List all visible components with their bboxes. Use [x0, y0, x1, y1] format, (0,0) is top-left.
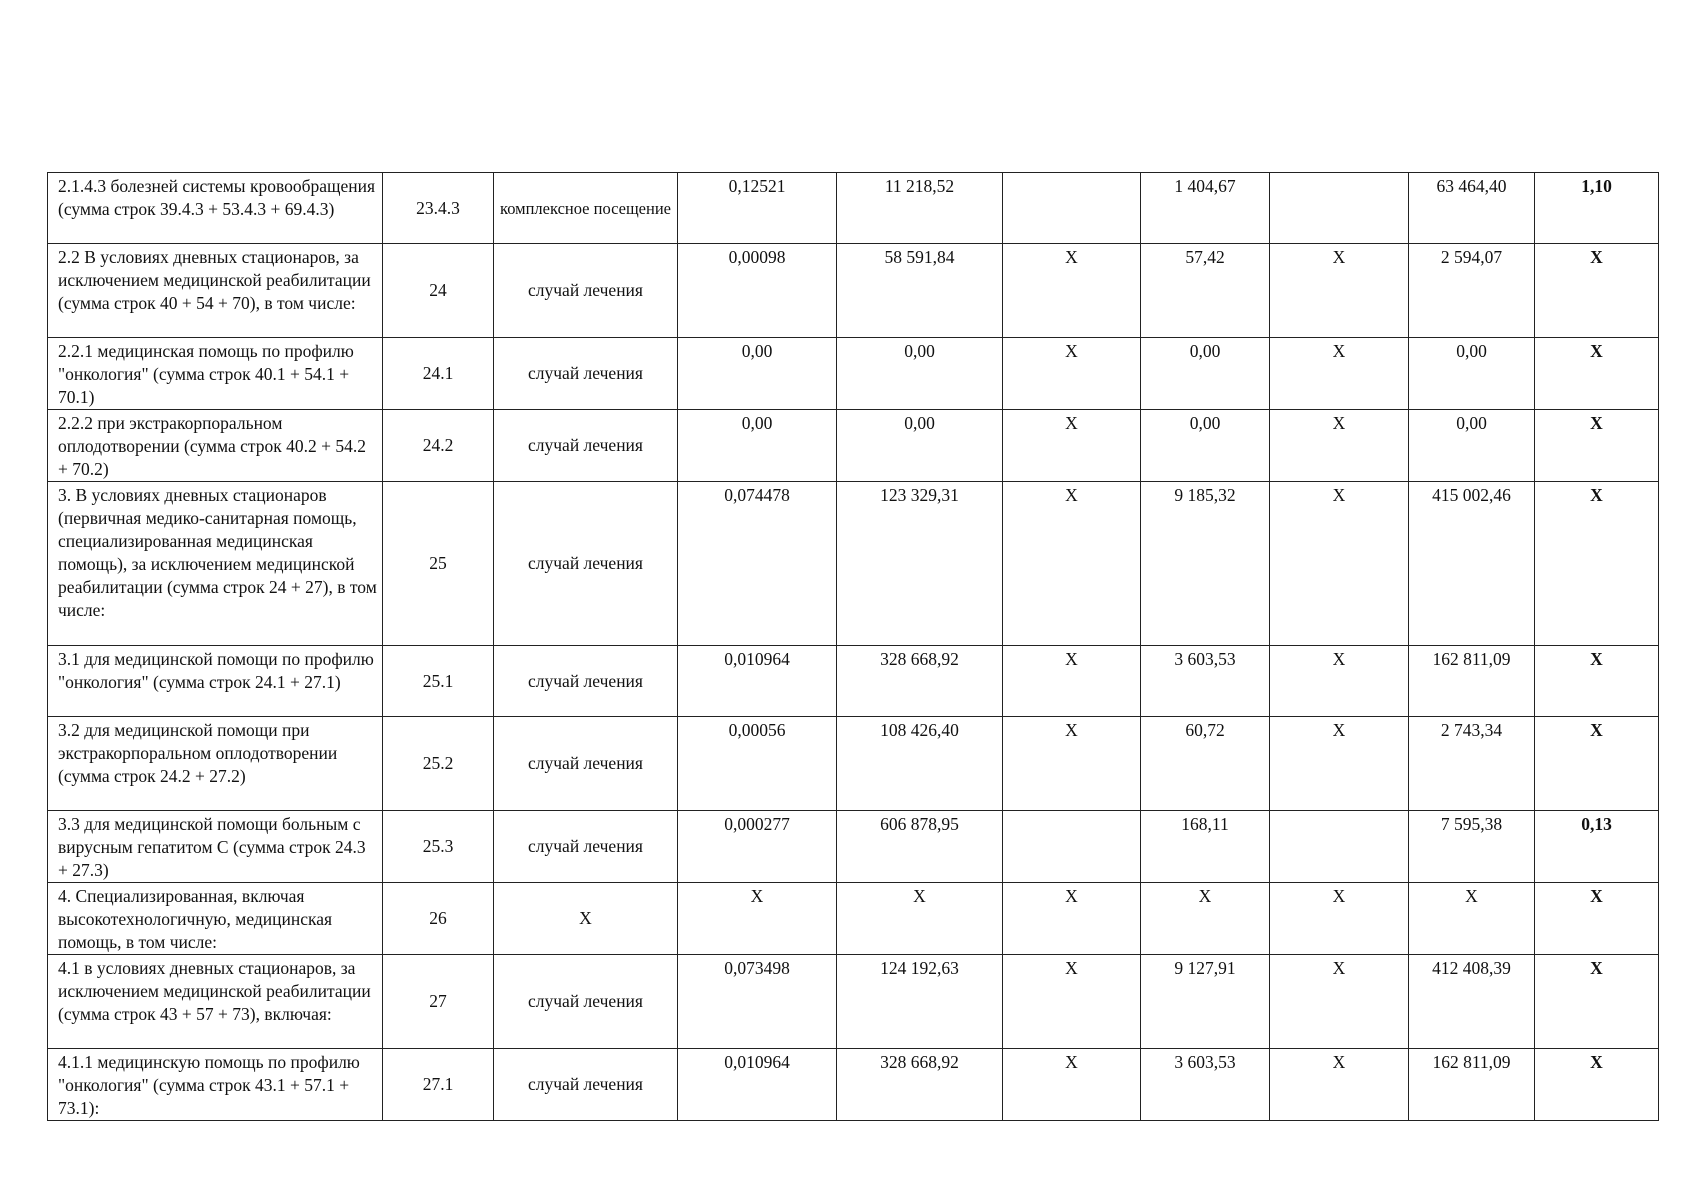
table-row — [48, 717, 1659, 811]
share-percent-cell: 0,13 — [1535, 811, 1659, 883]
volume-norm-cell: X — [678, 883, 837, 955]
budget-total-cell: X — [1270, 646, 1409, 717]
row-code: 24.1 — [383, 338, 494, 410]
oms-total-cell: 7 595,38 — [1409, 811, 1535, 883]
table-row — [48, 338, 1659, 410]
budget-per-capita-cell: X — [1003, 338, 1141, 410]
budget-per-capita-cell: X — [1003, 482, 1141, 646]
table-body — [48, 173, 1659, 1121]
budget-total-cell: X — [1270, 717, 1409, 811]
unit-of-measure: случай лечения — [494, 338, 678, 410]
oms-per-capita-cell: 9 127,91 — [1141, 955, 1270, 1049]
table-row — [48, 955, 1659, 1049]
volume-norm-cell: 0,010964 — [678, 646, 837, 717]
oms-per-capita-cell: 168,11 — [1141, 811, 1270, 883]
oms-per-capita-cell: 9 185,32 — [1141, 482, 1270, 646]
oms-total-cell: 63 464,40 — [1409, 173, 1535, 244]
volume-norm-cell: 0,00098 — [678, 244, 837, 338]
budget-total-cell — [1270, 811, 1409, 883]
oms-total-cell: X — [1409, 883, 1535, 955]
budget-per-capita-cell: X — [1003, 646, 1141, 717]
table-row — [48, 646, 1659, 717]
row-code: 24 — [383, 244, 494, 338]
budget-total-cell: X — [1270, 410, 1409, 482]
budget-total-cell: X — [1270, 244, 1409, 338]
row-code: 27.1 — [383, 1049, 494, 1121]
row-code: 25.1 — [383, 646, 494, 717]
volume-norm-cell: 0,00 — [678, 338, 837, 410]
unit-of-measure: случай лечения — [494, 1049, 678, 1121]
unit-of-measure: случай лечения — [494, 244, 678, 338]
row-code: 24.2 — [383, 410, 494, 482]
unit-of-measure: X — [494, 883, 678, 955]
row-description: 2.2 В условиях дневных стационаров, за исключением медицинской реабилитации (сумма строк 40 + 54 + 70), в том числе: — [48, 244, 383, 338]
table-row — [48, 173, 1659, 244]
row-description: 4.1 в условиях дневных стационаров, за исключением медицинской реабилитации (сумма строк 43 + 57 + 73), включая: — [48, 955, 383, 1049]
volume-norm-cell: 0,000277 — [678, 811, 837, 883]
unit-of-measure: комплексное посещение — [494, 173, 678, 244]
row-code: 25 — [383, 482, 494, 646]
budget-per-capita-cell: X — [1003, 883, 1141, 955]
oms-per-capita-cell: 57,42 — [1141, 244, 1270, 338]
share-percent-cell: X — [1535, 646, 1659, 717]
budget-per-capita-cell: X — [1003, 244, 1141, 338]
volume-norm-cell: 0,010964 — [678, 1049, 837, 1121]
share-percent-cell: X — [1535, 338, 1659, 410]
volume-norm-cell: 0,073498 — [678, 955, 837, 1049]
budget-per-capita-cell: X — [1003, 955, 1141, 1049]
oms-per-capita-cell: X — [1141, 883, 1270, 955]
row-description: 2.2.2 при экстракорпоральном оплодотворении (сумма строк 40.2 + 54.2 + 70.2) — [48, 410, 383, 482]
table-row — [48, 410, 1659, 482]
share-percent-cell: X — [1535, 717, 1659, 811]
unit-of-measure: случай лечения — [494, 811, 678, 883]
share-percent-cell: X — [1535, 883, 1659, 955]
oms-total-cell: 162 811,09 — [1409, 646, 1535, 717]
cost-per-unit-cell: 328 668,92 — [837, 646, 1003, 717]
table-row — [48, 811, 1659, 883]
volume-norm-cell: 0,00056 — [678, 717, 837, 811]
row-code: 25.2 — [383, 717, 494, 811]
row-description: 3.1 для медицинской помощи по профилю "онкология" (сумма строк 24.1 + 27.1) — [48, 646, 383, 717]
unit-of-measure: случай лечения — [494, 646, 678, 717]
row-code: 23.4.3 — [383, 173, 494, 244]
unit-of-measure: случай лечения — [494, 955, 678, 1049]
oms-total-cell: 162 811,09 — [1409, 1049, 1535, 1121]
cost-per-unit-cell: 11 218,52 — [837, 173, 1003, 244]
row-description: 3.2 для медицинской помощи при экстракорпоральном оплодотворении (сумма строк 24.2 + 27.2) — [48, 717, 383, 811]
share-percent-cell: X — [1535, 955, 1659, 1049]
row-description: 4. Специализированная, включая высокотехнологичную, медицинская помощь, в том числе: — [48, 883, 383, 955]
budget-total-cell: X — [1270, 883, 1409, 955]
oms-total-cell: 2 594,07 — [1409, 244, 1535, 338]
budget-per-capita-cell: X — [1003, 410, 1141, 482]
share-percent-cell: X — [1535, 1049, 1659, 1121]
cost-per-unit-cell: X — [837, 883, 1003, 955]
volume-norm-cell: 0,074478 — [678, 482, 837, 646]
cost-per-unit-cell: 124 192,63 — [837, 955, 1003, 1049]
cost-per-unit-cell: 0,00 — [837, 410, 1003, 482]
cost-per-unit-cell: 58 591,84 — [837, 244, 1003, 338]
unit-of-measure: случай лечения — [494, 717, 678, 811]
budget-per-capita-cell — [1003, 173, 1141, 244]
cost-per-unit-cell: 328 668,92 — [837, 1049, 1003, 1121]
budget-total-cell: X — [1270, 482, 1409, 646]
volume-norm-cell: 0,12521 — [678, 173, 837, 244]
table-row — [48, 883, 1659, 955]
unit-of-measure: случай лечения — [494, 482, 678, 646]
row-code: 25.3 — [383, 811, 494, 883]
budget-total-cell: X — [1270, 955, 1409, 1049]
budget-total-cell: X — [1270, 338, 1409, 410]
financing-table — [47, 172, 1659, 1121]
row-code: 26 — [383, 883, 494, 955]
row-description: 4.1.1 медицинскую помощь по профилю "онкология" (сумма строк 43.1 + 57.1 + 73.1): — [48, 1049, 383, 1121]
cost-per-unit-cell: 123 329,31 — [837, 482, 1003, 646]
share-percent-cell: X — [1535, 410, 1659, 482]
oms-per-capita-cell: 3 603,53 — [1141, 1049, 1270, 1121]
oms-per-capita-cell: 3 603,53 — [1141, 646, 1270, 717]
budget-per-capita-cell: X — [1003, 717, 1141, 811]
budget-total-cell: X — [1270, 1049, 1409, 1121]
row-description: 3. В условиях дневных стационаров (первичная медико-санитарная помощь, специализированная медицинская помощь), за исключением медицинской реабилитации (сумма строк 24 + 27), в том числе: — [48, 482, 383, 646]
table-row — [48, 482, 1659, 646]
oms-total-cell: 415 002,46 — [1409, 482, 1535, 646]
share-percent-cell: 1,10 — [1535, 173, 1659, 244]
cost-per-unit-cell: 0,00 — [837, 338, 1003, 410]
share-percent-cell: X — [1535, 244, 1659, 338]
oms-total-cell: 2 743,34 — [1409, 717, 1535, 811]
cost-per-unit-cell: 108 426,40 — [837, 717, 1003, 811]
budget-per-capita-cell: X — [1003, 1049, 1141, 1121]
cost-per-unit-cell: 606 878,95 — [837, 811, 1003, 883]
share-percent-cell: X — [1535, 482, 1659, 646]
oms-per-capita-cell: 0,00 — [1141, 410, 1270, 482]
volume-norm-cell: 0,00 — [678, 410, 837, 482]
oms-total-cell: 412 408,39 — [1409, 955, 1535, 1049]
row-description: 2.1.4.3 болезней системы кровообращения (сумма строк 39.4.3 + 53.4.3 + 69.4.3) — [48, 173, 383, 244]
oms-total-cell: 0,00 — [1409, 338, 1535, 410]
oms-per-capita-cell: 60,72 — [1141, 717, 1270, 811]
oms-total-cell: 0,00 — [1409, 410, 1535, 482]
table-row — [48, 1049, 1659, 1121]
row-code: 27 — [383, 955, 494, 1049]
unit-of-measure: случай лечения — [494, 410, 678, 482]
table-row — [48, 244, 1659, 338]
budget-per-capita-cell — [1003, 811, 1141, 883]
oms-per-capita-cell: 0,00 — [1141, 338, 1270, 410]
oms-per-capita-cell: 1 404,67 — [1141, 173, 1270, 244]
row-description: 3.3 для медицинской помощи больным с вирусным гепатитом C (сумма строк 24.3 + 27.3) — [48, 811, 383, 883]
budget-total-cell — [1270, 173, 1409, 244]
row-description: 2.2.1 медицинская помощь по профилю "онкология" (сумма строк 40.1 + 54.1 + 70.1) — [48, 338, 383, 410]
